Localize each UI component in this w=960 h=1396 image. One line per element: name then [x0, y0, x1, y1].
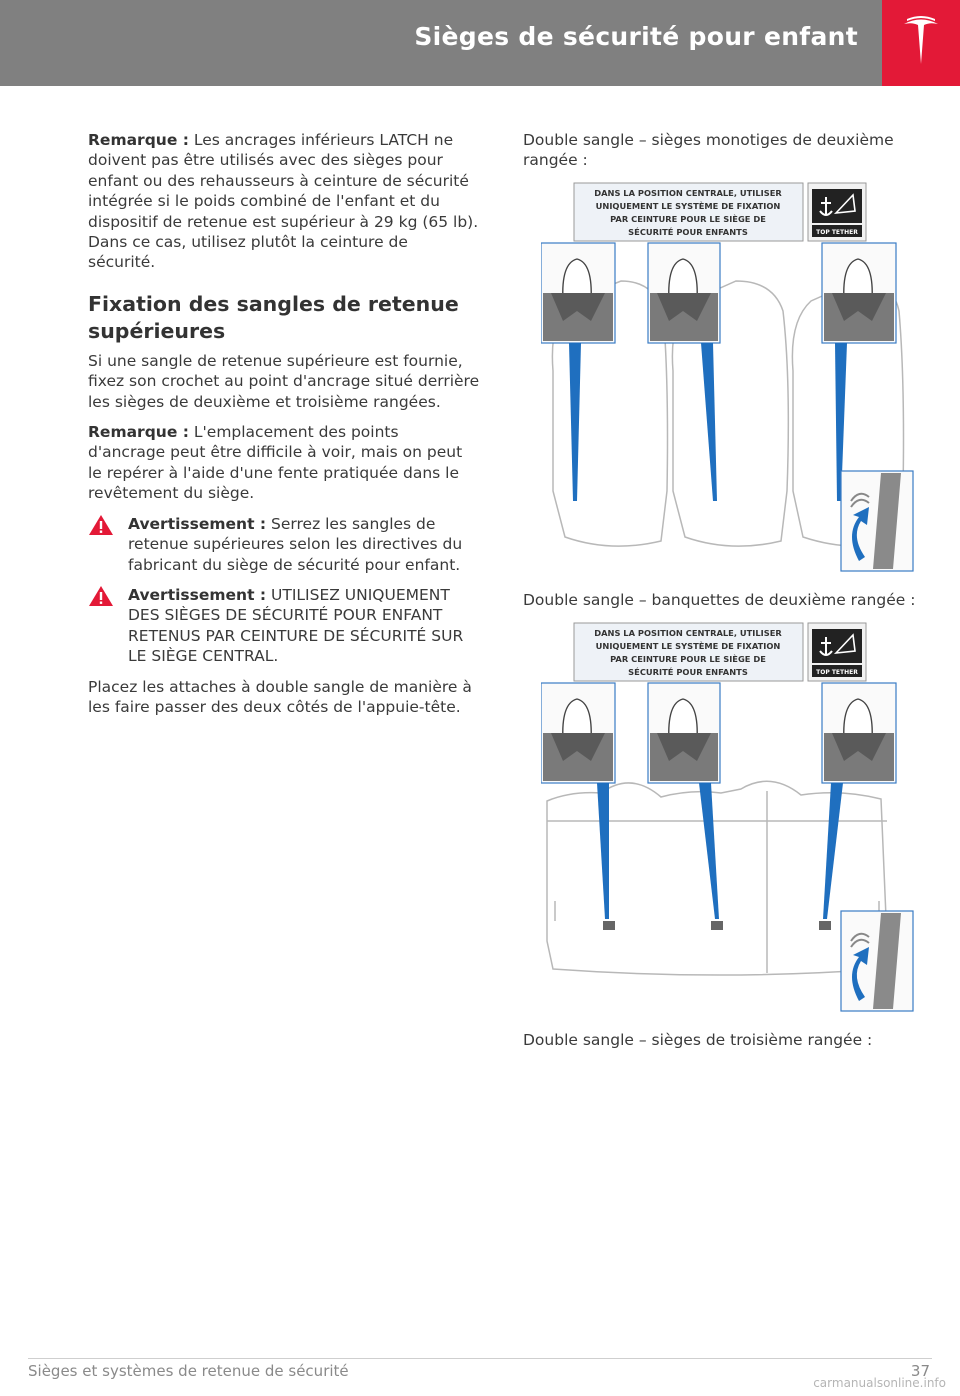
label-line: PAR CEINTURE POUR LE SIÈGE DE: [610, 653, 766, 664]
page-header: [0, 0, 882, 86]
headrest-callout: [822, 683, 896, 783]
note-label: Remarque :: [88, 423, 189, 442]
anchor-slot: [711, 921, 723, 930]
warning-label: Avertissement :: [128, 585, 267, 604]
hook-inset: [841, 471, 913, 571]
note-label: Remarque :: [88, 131, 189, 149]
note-text: Les ancrages inférieurs LATCH ne doivent pas être utilisés avec des sièges pour enfant ou des rehausseurs à ceinture de sécurité intégrée si le poids combiné de l'enfant et du dispositif de retenue est supérieur à 29 kg (65 lb). Dans ce cas, utilisez plutôt la ceinture de sécurité.: [88, 131, 479, 272]
pointer-arrow: [699, 783, 719, 919]
label-line: SÉCURITÉ POUR ENFANTS: [628, 666, 748, 677]
tesla-logo-icon: [902, 16, 940, 66]
page-title: Sièges de sécurité pour enfant: [414, 22, 858, 51]
headrest-callout: [541, 683, 615, 783]
tesla-logo: [882, 0, 960, 86]
seat-diagram-captain: [541, 181, 916, 575]
warning-text: Serrez les sangles de retenue supérieures selon les directives du fabricant du siège de sécurité pour enfant.: [128, 514, 463, 574]
anchor-slot: [819, 921, 831, 930]
warning-text: UTILISEZ UNIQUEMENT DES SIÈGES DE SÉCURITÉ POUR ENFANT RETENUS PAR CEINTURE DE SÉCURITÉ SUR LE SIÈGE CENTRAL.: [128, 585, 464, 666]
footer-section: Sièges et systèmes de retenue de sécurité: [28, 1362, 349, 1380]
figure-bench-seats: [541, 621, 923, 1020]
note-latch: [88, 130, 480, 273]
label-line: SÉCURITÉ POUR ENFANTS: [628, 226, 748, 237]
figure-captain-seats: [541, 181, 923, 580]
pointer-arrow: [569, 343, 581, 501]
top-tether-text: TOP TETHER: [816, 228, 858, 236]
pointer-arrow: [701, 343, 717, 501]
figure-caption: Double sangle – sièges monotiges de deuxième rangée :: [523, 131, 894, 170]
headrest-callout: [648, 243, 720, 343]
headrest-callout: [541, 243, 615, 343]
left-column: [88, 130, 480, 727]
watermark: carmanualsonline.info: [813, 1376, 946, 1390]
warning-icon: [88, 514, 114, 536]
right-column: [523, 130, 923, 1060]
hook-inset: [841, 911, 913, 1011]
label-line: UNIQUEMENT LE SYSTÈME DE FIXATION: [595, 200, 781, 211]
pointer-arrow: [597, 783, 609, 919]
warning-icon: [88, 585, 114, 607]
seat-diagram-bench: [541, 621, 916, 1015]
paragraph: Placez les attaches à double sangle de manière à les faire passer des deux côtés de l'appuie-tête.: [88, 677, 472, 716]
headrest-callout: [822, 243, 896, 343]
pointer-arrow: [823, 783, 843, 919]
top-tether-text: TOP TETHER: [816, 668, 858, 676]
anchor-slot: [603, 921, 615, 930]
paragraph: Si une sangle de retenue supérieure est fournie, fixez son crochet au point d'ancrage situé derrière les sièges de deuxième et troisième rangées.: [88, 351, 480, 411]
figure-caption: Double sangle – banquettes de deuxième rangée :: [523, 591, 916, 610]
label-line: UNIQUEMENT LE SYSTÈME DE FIXATION: [595, 640, 781, 651]
page-number: 37: [910, 1362, 930, 1380]
label-line: PAR CEINTURE POUR LE SIÈGE DE: [610, 213, 766, 224]
label-line: DANS LA POSITION CENTRALE, UTILISER: [594, 187, 782, 198]
note-anchor: [88, 422, 480, 504]
warning-tighten: [88, 514, 480, 575]
warning-center-seat: [88, 585, 480, 667]
headrest-callout: [648, 683, 720, 783]
note-text: L'emplacement des points d'ancrage peut être difficile à voir, mais on peut le repérer à l'aide d'une fente pratiquée dans le revêtement du siège.: [88, 423, 463, 503]
section-heading: Fixation des sangles de retenue supérieures: [88, 291, 459, 343]
warning-label: Avertissement :: [128, 514, 267, 533]
label-line: DANS LA POSITION CENTRALE, UTILISER: [594, 627, 782, 638]
footer-divider: [28, 1358, 932, 1359]
figure-caption: Double sangle – sièges de troisième rangée :: [523, 1031, 873, 1050]
